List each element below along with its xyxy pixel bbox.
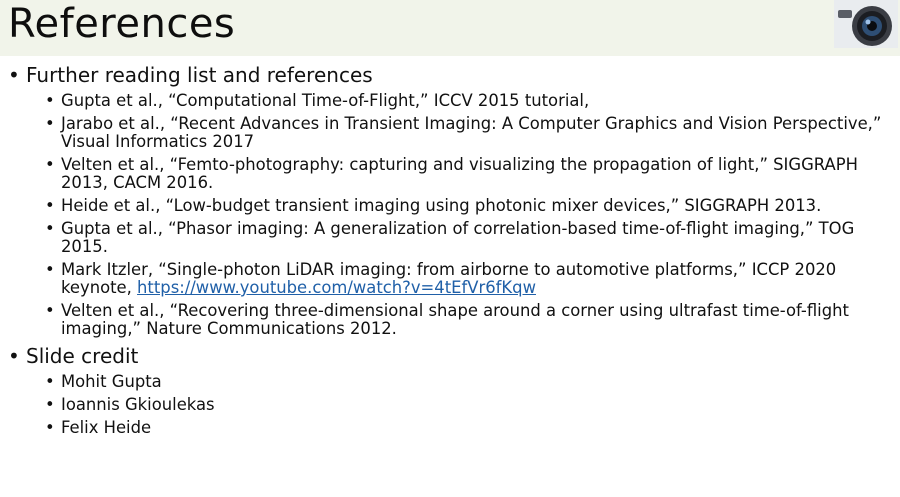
credit-item: • Mohit Gupta — [61, 373, 891, 391]
section-heading-reading: • Further reading list and references — [26, 62, 900, 88]
section-heading-credit: • Slide credit — [26, 343, 900, 369]
slide-header — [0, 0, 900, 56]
reference-text: Mark Itzler, “Single-photon LiDAR imaging: from airborne to automotive platforms,” ICCP 2020 keynote, — [61, 260, 837, 297]
credit-item: • Ioannis Gkioulekas — [61, 396, 891, 414]
credit-item: • Felix Heide — [61, 419, 891, 437]
reference-item: • Jarabo et al., “Recent Advances in Transient Imaging: A Computer Graphics and Vision Perspective,” Visual Informatics 2017 — [61, 115, 891, 151]
reference-item: • Velten et al., “Recovering three-dimensional shape around a corner using ultrafast time-of-flight imaging,” Nature Communications 2012. — [61, 302, 891, 338]
reference-item: • Gupta et al., “Phasor imaging: A generalization of correlation-based time-of-flight imaging,” TOG 2015. — [61, 220, 891, 256]
camera-lens-icon — [834, 0, 898, 48]
slide-body — [0, 62, 900, 442]
reference-item-with-link — [61, 261, 891, 297]
slide-title: References — [8, 1, 236, 47]
youtube-link[interactable]: https://www.youtube.com/watch?v=4tEfVr6fKqw — [137, 278, 536, 297]
reference-item: • Gupta et al., “Computational Time-of-Flight,” ICCV 2015 tutorial, — [61, 92, 891, 110]
reference-item: • Heide et al., “Low-budget transient imaging using photonic mixer devices,” SIGGRAPH 2013. — [61, 197, 891, 215]
reference-item: • Velten et al., “Femto-photography: capturing and visualizing the propagation of light,” SIGGRAPH 2013, CACM 2016. — [61, 156, 891, 192]
